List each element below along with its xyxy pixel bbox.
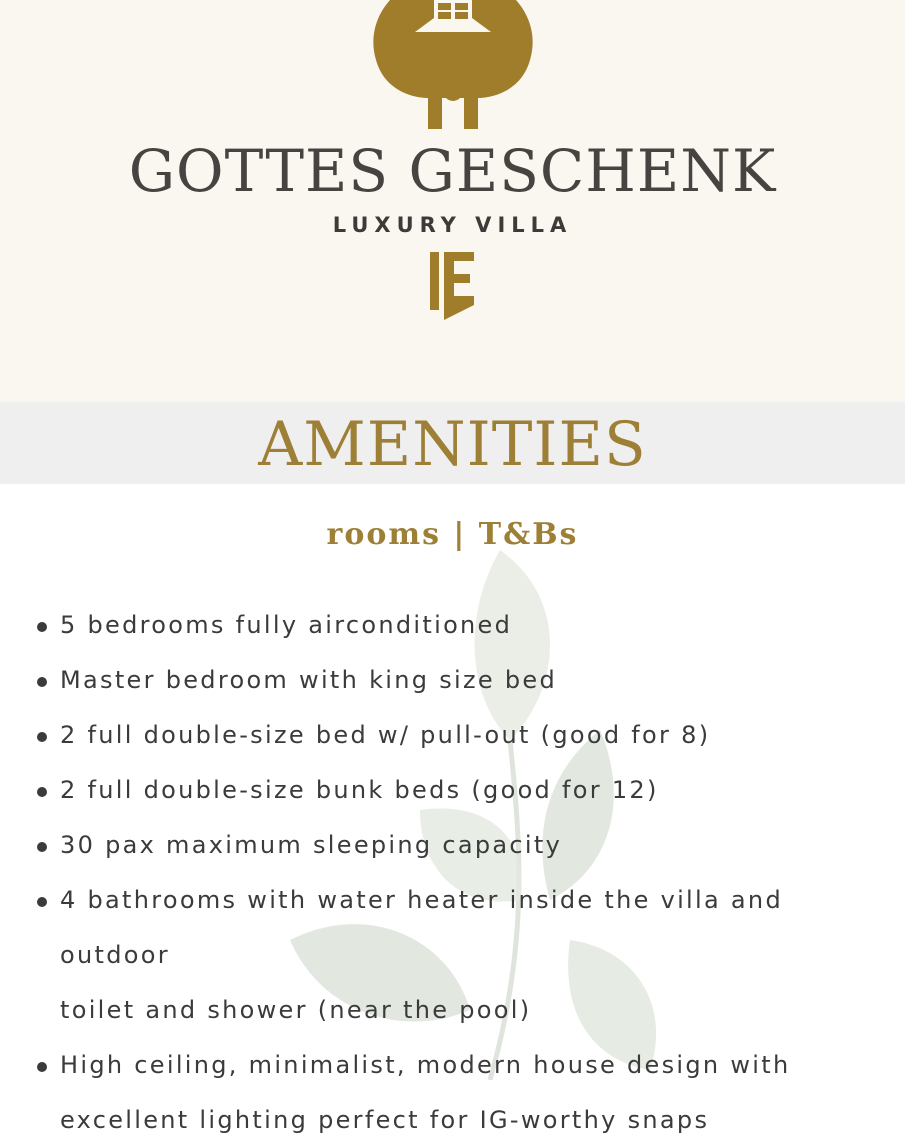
list-item [0,873,905,1038]
list-item [0,653,905,708]
list-item [0,598,905,653]
brand-tagline: LUXURY VILLA [332,213,573,237]
house-key-icon [370,0,536,135]
amenity-text: 4 bathrooms with water heater inside the villa and outdoor toilet and shower (near the pool) [60,886,783,1024]
amenities-band [0,402,905,484]
bullet-icon [37,677,47,687]
list-item [0,763,905,818]
amenity-text: 2 full double-size bunk beds (good for 12) [60,776,659,804]
section-title: AMENITIES [258,409,647,480]
list-item [0,1038,905,1148]
brand-header [0,0,905,402]
list-item [0,818,905,873]
bullet-icon [37,622,47,632]
amenity-list [0,598,905,1148]
list-item [0,708,905,763]
bullet-icon [37,842,47,852]
brand-name: GOTTES GESCHENK [128,137,777,205]
bullet-icon [37,1062,47,1072]
bullet-icon [37,732,47,742]
amenity-text: 30 pax maximum sleeping capacity [60,831,563,859]
bullet-icon [37,787,47,797]
amenity-text: Master bedroom with king size bed [60,666,558,694]
ge-monogram-icon [424,248,480,324]
amenity-text: 5 bedrooms fully airconditioned [60,611,513,639]
amenity-text: High ceiling, minimalist, modern house design with excellent lighting perfect for IG-worthy snaps [60,1051,791,1134]
bullet-icon [37,897,47,907]
amenity-text: 2 full double-size bed w/ pull-out (good for 8) [60,721,711,749]
section-subtitle: rooms | T&Bs [326,517,579,552]
